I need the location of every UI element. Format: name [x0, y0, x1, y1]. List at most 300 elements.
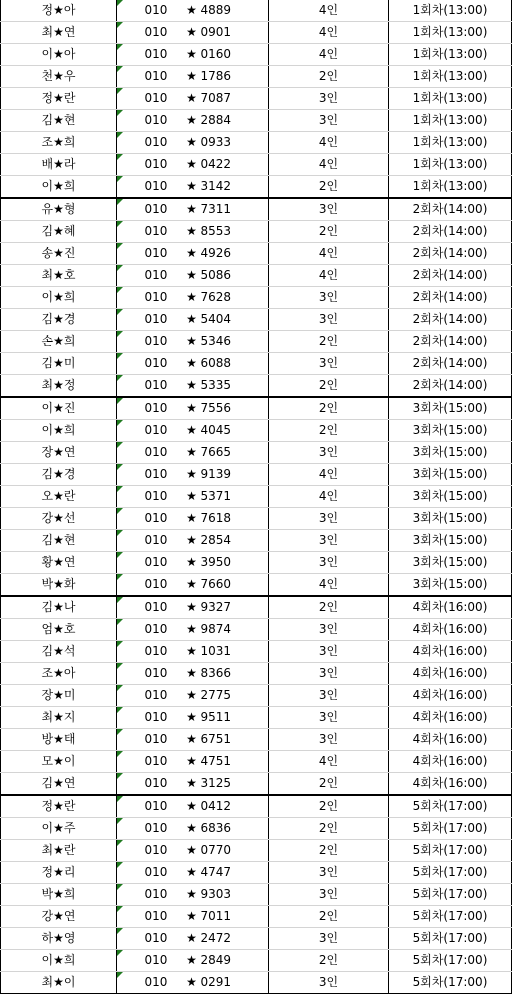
- session-cell[interactable]: 2회차(14:00): [389, 309, 512, 331]
- name-cell[interactable]: 김★경: [1, 464, 117, 486]
- phone-cell[interactable]: [117, 818, 269, 840]
- mask-star: ★: [186, 290, 197, 304]
- phone-cell[interactable]: [117, 154, 269, 176]
- party-size-cell[interactable]: 3인: [269, 862, 389, 884]
- phone-cell[interactable]: [117, 397, 269, 420]
- session-cell[interactable]: 1회차(13:00): [389, 44, 512, 66]
- mask-star: ★: [186, 732, 197, 746]
- session-cell[interactable]: 4회차(16:00): [389, 707, 512, 729]
- phone-cell[interactable]: [117, 884, 269, 906]
- session-cell[interactable]: 5회차(17:00): [389, 928, 512, 950]
- name-cell[interactable]: 하★영: [1, 928, 117, 950]
- phone-number: [145, 199, 241, 220]
- mask-star: ★: [186, 47, 197, 61]
- phone-prefix: 010: [144, 378, 168, 392]
- phone-number: [145, 530, 241, 551]
- name-cell[interactable]: 조★희: [1, 132, 117, 154]
- session-cell[interactable]: 3회차(15:00): [389, 552, 512, 574]
- phone-cell[interactable]: [117, 508, 269, 530]
- mask-star: ★: [186, 423, 197, 437]
- phone-last-digits: 0422: [200, 157, 232, 171]
- phone-cell[interactable]: [117, 309, 269, 331]
- session-cell[interactable]: 3회차(15:00): [389, 508, 512, 530]
- party-size-cell[interactable]: 3인: [269, 972, 389, 994]
- phone-prefix: 010: [144, 91, 168, 105]
- party-size-cell[interactable]: 3인: [269, 309, 389, 331]
- name-cell[interactable]: 김★연: [1, 773, 117, 796]
- name-cell[interactable]: 이★아: [1, 44, 117, 66]
- party-size-cell[interactable]: 3인: [269, 884, 389, 906]
- session-cell[interactable]: 4회차(16:00): [389, 729, 512, 751]
- name-cell[interactable]: 최★지: [1, 707, 117, 729]
- phone-prefix: 010: [144, 334, 168, 348]
- mask-star: ★: [186, 91, 197, 105]
- phone-cell[interactable]: [117, 906, 269, 928]
- mask-star: ★: [186, 179, 197, 193]
- party-size-cell[interactable]: 3인: [269, 110, 389, 132]
- phone-cell[interactable]: [117, 221, 269, 243]
- mask-star: ★: [186, 489, 197, 503]
- phone-cell[interactable]: [117, 928, 269, 950]
- number-as-text-indicator-icon: [117, 928, 123, 934]
- party-size-cell[interactable]: 2인: [269, 375, 389, 398]
- number-as-text-indicator-icon: [117, 442, 123, 448]
- name-cell[interactable]: 최★연: [1, 22, 117, 44]
- name-cell[interactable]: 손★희: [1, 331, 117, 353]
- party-size-cell[interactable]: 3인: [269, 619, 389, 641]
- phone-prefix: 010: [144, 975, 168, 989]
- party-size-cell[interactable]: 2인: [269, 950, 389, 972]
- session-cell[interactable]: 4회차(16:00): [389, 663, 512, 685]
- name-cell[interactable]: 송★진: [1, 243, 117, 265]
- phone-last-digits: 0160: [200, 47, 232, 61]
- phone-cell[interactable]: [117, 663, 269, 685]
- party-size-cell[interactable]: 3인: [269, 88, 389, 110]
- phone-cell[interactable]: [117, 464, 269, 486]
- party-size-cell[interactable]: 3인: [269, 530, 389, 552]
- phone-number: [145, 265, 241, 286]
- party-size-cell[interactable]: 2인: [269, 795, 389, 818]
- mask-star: ★: [186, 666, 197, 680]
- table-row: [1, 751, 512, 773]
- table-row: [1, 265, 512, 287]
- party-size-cell[interactable]: 4인: [269, 486, 389, 508]
- session-cell[interactable]: 5회차(17:00): [389, 795, 512, 818]
- phone-prefix: 010: [144, 113, 168, 127]
- phone-cell[interactable]: [117, 353, 269, 375]
- number-as-text-indicator-icon: [117, 552, 123, 558]
- phone-number: [145, 685, 241, 706]
- number-as-text-indicator-icon: [117, 685, 123, 691]
- session-cell[interactable]: 3회차(15:00): [389, 530, 512, 552]
- table-row: [1, 508, 512, 530]
- number-as-text-indicator-icon: [117, 884, 123, 890]
- mask-star: ★: [186, 224, 197, 238]
- table-row: [1, 685, 512, 707]
- party-size-cell[interactable]: 2인: [269, 906, 389, 928]
- number-as-text-indicator-icon: [117, 199, 123, 205]
- phone-last-digits: 0291: [200, 975, 232, 989]
- name-cell[interactable]: 오★란: [1, 486, 117, 508]
- name-cell[interactable]: 김★나: [1, 596, 117, 619]
- phone-prefix: 010: [144, 931, 168, 945]
- phone-cell[interactable]: [117, 795, 269, 818]
- table-row: [1, 287, 512, 309]
- phone-last-digits: 9303: [200, 887, 232, 901]
- name-cell[interactable]: 최★정: [1, 375, 117, 398]
- name-cell[interactable]: 조★아: [1, 663, 117, 685]
- phone-last-digits: 5346: [200, 334, 232, 348]
- name-cell[interactable]: 모★이: [1, 751, 117, 773]
- mask-star: ★: [186, 268, 197, 282]
- party-size-cell[interactable]: 3인: [269, 685, 389, 707]
- phone-number: [145, 641, 241, 662]
- session-cell[interactable]: 3회차(15:00): [389, 464, 512, 486]
- name-cell[interactable]: 김★현: [1, 530, 117, 552]
- phone-last-digits: 5404: [200, 312, 232, 326]
- name-cell[interactable]: 배★라: [1, 154, 117, 176]
- party-size-cell[interactable]: 2인: [269, 176, 389, 199]
- table-row: [1, 198, 512, 221]
- phone-prefix: 010: [144, 246, 168, 260]
- session-cell[interactable]: 4회차(16:00): [389, 619, 512, 641]
- session-cell[interactable]: 3회차(15:00): [389, 574, 512, 597]
- party-size-cell[interactable]: 2인: [269, 331, 389, 353]
- number-as-text-indicator-icon: [117, 796, 123, 802]
- phone-number: [145, 176, 241, 197]
- name-cell[interactable]: 장★미: [1, 685, 117, 707]
- phone-cell[interactable]: [117, 198, 269, 221]
- phone-cell[interactable]: [117, 729, 269, 751]
- phone-cell[interactable]: [117, 707, 269, 729]
- phone-last-digits: 1031: [200, 644, 232, 658]
- table-row: [1, 729, 512, 751]
- session-cell[interactable]: 1회차(13:00): [389, 0, 512, 22]
- phone-cell[interactable]: [117, 243, 269, 265]
- number-as-text-indicator-icon: [117, 353, 123, 359]
- table-row: [1, 619, 512, 641]
- mask-star: ★: [186, 3, 197, 17]
- party-size-cell[interactable]: 4인: [269, 132, 389, 154]
- party-size-cell[interactable]: 4인: [269, 44, 389, 66]
- name-cell[interactable]: 방★태: [1, 729, 117, 751]
- phone-cell[interactable]: [117, 596, 269, 619]
- session-cell[interactable]: 2회차(14:00): [389, 331, 512, 353]
- phone-cell[interactable]: [117, 132, 269, 154]
- party-size-cell[interactable]: 3인: [269, 353, 389, 375]
- session-cell[interactable]: 1회차(13:00): [389, 176, 512, 199]
- phone-prefix: 010: [144, 666, 168, 680]
- phone-cell[interactable]: [117, 773, 269, 796]
- phone-last-digits: 7311: [200, 202, 232, 216]
- phone-prefix: 010: [144, 865, 168, 879]
- phone-number: [145, 707, 241, 728]
- number-as-text-indicator-icon: [117, 818, 123, 824]
- phone-cell[interactable]: [117, 574, 269, 597]
- number-as-text-indicator-icon: [117, 574, 123, 580]
- phone-cell[interactable]: [117, 862, 269, 884]
- party-size-cell[interactable]: 3인: [269, 198, 389, 221]
- session-cell[interactable]: 4회차(16:00): [389, 596, 512, 619]
- table-row: [1, 420, 512, 442]
- phone-last-digits: 2472: [200, 931, 232, 945]
- number-as-text-indicator-icon: [117, 508, 123, 514]
- phone-prefix: 010: [144, 622, 168, 636]
- name-cell[interactable]: 엄★호: [1, 619, 117, 641]
- name-cell[interactable]: 정★란: [1, 795, 117, 818]
- session-cell[interactable]: 2회차(14:00): [389, 221, 512, 243]
- name-cell[interactable]: 최★호: [1, 265, 117, 287]
- table-row: [1, 773, 512, 796]
- phone-last-digits: 4751: [200, 754, 232, 768]
- party-size-cell[interactable]: 2인: [269, 840, 389, 862]
- phone-cell[interactable]: [117, 552, 269, 574]
- name-cell[interactable]: 정★란: [1, 88, 117, 110]
- name-cell[interactable]: 강★선: [1, 508, 117, 530]
- name-cell[interactable]: 이★희: [1, 950, 117, 972]
- number-as-text-indicator-icon: [117, 663, 123, 669]
- party-size-cell[interactable]: 4인: [269, 751, 389, 773]
- session-cell[interactable]: 5회차(17:00): [389, 884, 512, 906]
- session-cell[interactable]: 2회차(14:00): [389, 375, 512, 398]
- number-as-text-indicator-icon: [117, 66, 123, 72]
- session-cell[interactable]: 5회차(17:00): [389, 840, 512, 862]
- phone-prefix: 010: [144, 953, 168, 967]
- name-cell[interactable]: 천★우: [1, 66, 117, 88]
- number-as-text-indicator-icon: [117, 154, 123, 160]
- table-row: [1, 110, 512, 132]
- phone-number: [145, 375, 241, 396]
- session-cell[interactable]: 3회차(15:00): [389, 486, 512, 508]
- mask-star: ★: [186, 776, 197, 790]
- session-cell[interactable]: 2회차(14:00): [389, 287, 512, 309]
- table-row: [1, 22, 512, 44]
- session-cell[interactable]: 5회차(17:00): [389, 818, 512, 840]
- party-size-cell[interactable]: 4인: [269, 22, 389, 44]
- phone-prefix: 010: [144, 776, 168, 790]
- phone-cell[interactable]: [117, 375, 269, 398]
- phone-last-digits: 5371: [200, 489, 232, 503]
- phone-number: [145, 796, 241, 817]
- phone-last-digits: 0412: [200, 799, 232, 813]
- session-cell[interactable]: 2회차(14:00): [389, 353, 512, 375]
- name-cell[interactable]: 이★희: [1, 420, 117, 442]
- session-cell[interactable]: 2회차(14:00): [389, 198, 512, 221]
- name-cell[interactable]: 정★아: [1, 0, 117, 22]
- phone-cell[interactable]: [117, 176, 269, 199]
- party-size-cell[interactable]: 4인: [269, 574, 389, 597]
- session-cell[interactable]: 4회차(16:00): [389, 641, 512, 663]
- name-cell[interactable]: 박★화: [1, 574, 117, 597]
- table-row: [1, 840, 512, 862]
- session-cell[interactable]: 4회차(16:00): [389, 751, 512, 773]
- mask-star: ★: [186, 909, 197, 923]
- party-size-cell[interactable]: 4인: [269, 265, 389, 287]
- session-cell[interactable]: 5회차(17:00): [389, 862, 512, 884]
- name-cell[interactable]: 박★희: [1, 884, 117, 906]
- mask-star: ★: [186, 467, 197, 481]
- phone-cell[interactable]: [117, 685, 269, 707]
- session-cell[interactable]: 3회차(15:00): [389, 420, 512, 442]
- phone-cell[interactable]: [117, 950, 269, 972]
- session-cell[interactable]: 2회차(14:00): [389, 243, 512, 265]
- name-cell[interactable]: 김★석: [1, 641, 117, 663]
- session-cell[interactable]: 5회차(17:00): [389, 906, 512, 928]
- phone-prefix: 010: [144, 224, 168, 238]
- name-cell[interactable]: 황★연: [1, 552, 117, 574]
- party-size-cell[interactable]: 3인: [269, 928, 389, 950]
- table-row: [1, 397, 512, 420]
- phone-cell[interactable]: [117, 619, 269, 641]
- mask-star: ★: [186, 25, 197, 39]
- party-size-cell[interactable]: 2인: [269, 397, 389, 420]
- session-cell[interactable]: 1회차(13:00): [389, 132, 512, 154]
- phone-number: [145, 574, 241, 595]
- phone-number: [145, 353, 241, 374]
- party-size-cell[interactable]: 3인: [269, 508, 389, 530]
- party-size-cell[interactable]: 4인: [269, 464, 389, 486]
- mask-star: ★: [186, 356, 197, 370]
- phone-number: [145, 221, 241, 242]
- phone-number: [145, 442, 241, 463]
- phone-prefix: 010: [144, 732, 168, 746]
- name-cell[interactable]: 이★진: [1, 397, 117, 420]
- name-cell[interactable]: 강★연: [1, 906, 117, 928]
- mask-star: ★: [186, 975, 197, 989]
- party-size-cell[interactable]: 2인: [269, 773, 389, 796]
- name-cell[interactable]: 최★란: [1, 840, 117, 862]
- phone-last-digits: 7087: [200, 91, 232, 105]
- mask-star: ★: [186, 931, 197, 945]
- session-cell[interactable]: 5회차(17:00): [389, 950, 512, 972]
- party-size-cell[interactable]: 3인: [269, 287, 389, 309]
- name-cell[interactable]: 김★경: [1, 309, 117, 331]
- number-as-text-indicator-icon: [117, 950, 123, 956]
- phone-prefix: 010: [144, 290, 168, 304]
- phone-number: [145, 552, 241, 573]
- name-cell[interactable]: 최★이: [1, 972, 117, 994]
- phone-prefix: 010: [144, 533, 168, 547]
- session-cell[interactable]: 1회차(13:00): [389, 110, 512, 132]
- session-cell[interactable]: 4회차(16:00): [389, 773, 512, 796]
- session-cell[interactable]: 3회차(15:00): [389, 397, 512, 420]
- table-row: [1, 375, 512, 398]
- party-size-cell[interactable]: 3인: [269, 641, 389, 663]
- party-size-cell[interactable]: 2인: [269, 596, 389, 619]
- phone-cell[interactable]: [117, 88, 269, 110]
- session-cell[interactable]: 1회차(13:00): [389, 154, 512, 176]
- number-as-text-indicator-icon: [117, 287, 123, 293]
- name-cell[interactable]: 김★미: [1, 353, 117, 375]
- phone-prefix: 010: [144, 511, 168, 525]
- phone-last-digits: 4045: [200, 423, 232, 437]
- number-as-text-indicator-icon: [117, 398, 123, 404]
- phone-cell[interactable]: [117, 22, 269, 44]
- phone-number: [145, 309, 241, 330]
- number-as-text-indicator-icon: [117, 840, 123, 846]
- name-cell[interactable]: 장★연: [1, 442, 117, 464]
- session-cell[interactable]: 2회차(14:00): [389, 265, 512, 287]
- table-row: [1, 707, 512, 729]
- name-cell[interactable]: 정★리: [1, 862, 117, 884]
- name-cell[interactable]: 이★주: [1, 818, 117, 840]
- phone-cell[interactable]: [117, 530, 269, 552]
- phone-cell[interactable]: [117, 751, 269, 773]
- party-size-cell[interactable]: 3인: [269, 552, 389, 574]
- phone-last-digits: 0901: [200, 25, 232, 39]
- phone-cell[interactable]: [117, 287, 269, 309]
- party-size-cell[interactable]: 2인: [269, 420, 389, 442]
- name-cell[interactable]: 이★희: [1, 176, 117, 199]
- phone-last-digits: 6836: [200, 821, 232, 835]
- phone-last-digits: 7618: [200, 511, 232, 525]
- session-cell[interactable]: 1회차(13:00): [389, 88, 512, 110]
- phone-number: [145, 287, 241, 308]
- party-size-cell[interactable]: 4인: [269, 0, 389, 22]
- name-cell[interactable]: 김★혜: [1, 221, 117, 243]
- name-cell[interactable]: 김★현: [1, 110, 117, 132]
- phone-cell[interactable]: [117, 840, 269, 862]
- session-cell[interactable]: 3회차(15:00): [389, 442, 512, 464]
- phone-cell[interactable]: [117, 641, 269, 663]
- phone-cell[interactable]: [117, 331, 269, 353]
- phone-last-digits: 6751: [200, 732, 232, 746]
- phone-number: [145, 972, 241, 993]
- party-size-cell[interactable]: 4인: [269, 154, 389, 176]
- mask-star: ★: [186, 246, 197, 260]
- phone-last-digits: 7011: [200, 909, 232, 923]
- phone-number: [145, 906, 241, 927]
- party-size-cell[interactable]: 3인: [269, 442, 389, 464]
- party-size-cell[interactable]: 2인: [269, 818, 389, 840]
- party-size-cell[interactable]: 4인: [269, 243, 389, 265]
- phone-cell[interactable]: [117, 44, 269, 66]
- phone-cell[interactable]: [117, 0, 269, 22]
- phone-number: [145, 44, 241, 65]
- number-as-text-indicator-icon: [117, 420, 123, 426]
- party-size-cell[interactable]: 3인: [269, 707, 389, 729]
- session-cell[interactable]: 1회차(13:00): [389, 22, 512, 44]
- phone-prefix: 010: [144, 600, 168, 614]
- phone-cell[interactable]: [117, 66, 269, 88]
- phone-last-digits: 4889: [200, 3, 232, 17]
- name-cell[interactable]: 유★형: [1, 198, 117, 221]
- party-size-cell[interactable]: 3인: [269, 663, 389, 685]
- table-row: [1, 44, 512, 66]
- party-size-cell[interactable]: 2인: [269, 66, 389, 88]
- phone-cell[interactable]: [117, 265, 269, 287]
- phone-cell[interactable]: [117, 110, 269, 132]
- table-row: [1, 795, 512, 818]
- phone-cell[interactable]: [117, 420, 269, 442]
- party-size-cell[interactable]: 3인: [269, 729, 389, 751]
- session-cell[interactable]: 4회차(16:00): [389, 685, 512, 707]
- mask-star: ★: [186, 622, 197, 636]
- party-size-cell[interactable]: 2인: [269, 221, 389, 243]
- session-cell[interactable]: 1회차(13:00): [389, 66, 512, 88]
- phone-last-digits: 7665: [200, 445, 232, 459]
- phone-number: [145, 110, 241, 131]
- session-cell[interactable]: 5회차(17:00): [389, 972, 512, 994]
- table-row: [1, 331, 512, 353]
- phone-prefix: 010: [144, 47, 168, 61]
- phone-cell[interactable]: [117, 442, 269, 464]
- number-as-text-indicator-icon: [117, 862, 123, 868]
- name-cell[interactable]: 이★희: [1, 287, 117, 309]
- phone-cell[interactable]: [117, 486, 269, 508]
- phone-number: [145, 950, 241, 971]
- mask-star: ★: [186, 710, 197, 724]
